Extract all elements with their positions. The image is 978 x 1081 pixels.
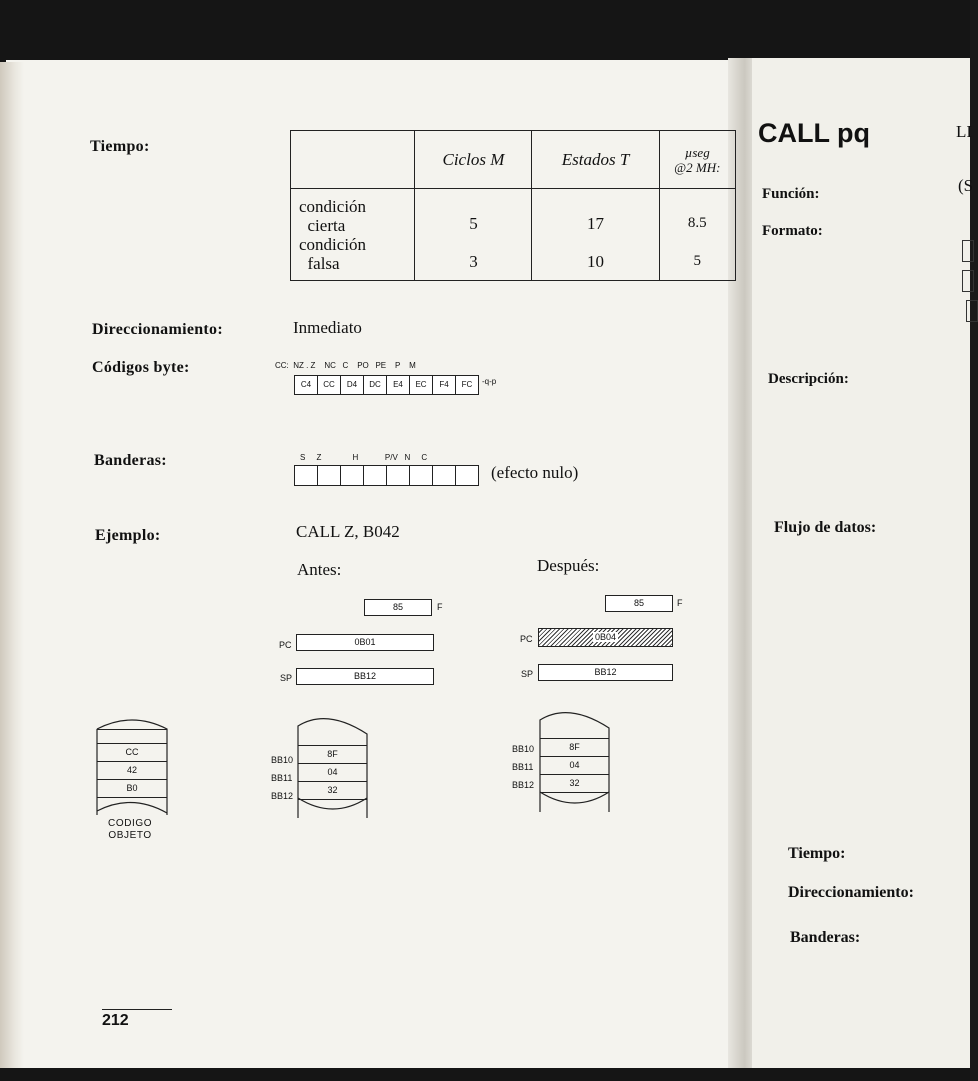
byte-code-cell: EC [409, 375, 433, 395]
table-header-useg: µseg @2 MH: [659, 131, 735, 189]
condition-true: condición cierta [299, 197, 367, 235]
right-page-box [962, 270, 974, 292]
background-top [0, 0, 970, 62]
stack-after-value: 32 [540, 775, 609, 793]
flag-register [295, 465, 479, 491]
page-number-rule [102, 1009, 172, 1010]
before-sp-value: BB12 [296, 668, 434, 685]
byte-code-cell: CC [317, 375, 341, 395]
right-page [752, 58, 973, 1072]
after-f-name: F [677, 598, 683, 608]
us-false: 5 [693, 253, 702, 269]
stack-after-addresses [512, 740, 534, 794]
byte-code-cell: DC [363, 375, 387, 395]
byte-code-cell: E4 [386, 375, 410, 395]
object-code-caption: CODIGO OBJETO [108, 818, 153, 841]
t-true: 17 [587, 214, 605, 233]
page-edge [0, 62, 24, 1070]
object-code-byte: 42 [97, 762, 167, 780]
label-tiempo: Tiempo: [90, 138, 150, 155]
stack-before-empty [298, 729, 367, 746]
right-label-formato: Formato: [762, 223, 823, 239]
after-label: Después: [537, 556, 600, 575]
right-page-corner-text: LI [956, 122, 973, 141]
byte-code-conditions: CC: NZ . Z NC C PO PE P M [275, 361, 416, 370]
object-code-byte: B0 [97, 780, 167, 798]
byte-code-row [295, 374, 479, 395]
stack-before [298, 729, 367, 800]
stack-before-addr: BB12 [271, 791, 294, 801]
stack-before-addr: BB11 [271, 773, 293, 783]
flag-cell [386, 465, 410, 486]
after-pc-box [538, 628, 673, 647]
stack-after-empty [540, 722, 609, 739]
flag-cell [432, 465, 456, 486]
after-f-value: 85 [605, 595, 673, 612]
flag-cell [409, 465, 433, 486]
object-code-empty [97, 730, 167, 744]
stack-after-value: 8F [540, 739, 609, 757]
right-label-descripcion: Descripción: [768, 371, 849, 387]
before-pc-name: PC [279, 640, 292, 650]
after-pc-value: 0B04 [594, 632, 617, 642]
m-false: 3 [469, 252, 478, 271]
object-code-byte: CC [97, 744, 167, 762]
right-label-flujo: Flujo de datos: [774, 519, 877, 536]
flag-cell [317, 465, 341, 486]
t-false: 10 [587, 252, 605, 271]
flag-letters: S Z H P/V N C [300, 453, 428, 462]
byte-code-cell: D4 [340, 375, 364, 395]
right-label-tiempo: Tiempo: [788, 845, 846, 862]
right-label-banderas: Banderas: [790, 929, 861, 946]
after-sp-value: BB12 [538, 664, 673, 681]
table-header-empty [291, 131, 415, 189]
addressing-value: Inmediato [293, 318, 362, 337]
before-pc-value: 0B01 [296, 634, 434, 651]
object-code-memory [97, 729, 167, 798]
stack-before-value: 04 [298, 764, 367, 782]
table-header-ciclos: Ciclos M [415, 131, 532, 189]
after-sp-name: SP [521, 669, 534, 679]
flags-note: (efecto nulo) [491, 463, 579, 482]
table-cell-m [415, 189, 532, 281]
stack-after-addr: BB12 [512, 780, 535, 790]
byte-code-cell: C4 [294, 375, 318, 395]
stack-after-addr: BB10 [512, 744, 535, 754]
table-cell-t [532, 189, 659, 281]
background-bottom [0, 1068, 970, 1081]
byte-code-suffix: -q-p [482, 377, 497, 386]
flag-cell [294, 465, 318, 486]
before-label: Antes: [297, 560, 342, 579]
timing-table [290, 130, 736, 281]
m-true: 5 [469, 214, 478, 233]
page-number: 212 [102, 1012, 129, 1029]
stack-after-value: 04 [540, 757, 609, 775]
right-label-funcion: Función: [762, 186, 820, 202]
byte-code-cell: F4 [432, 375, 456, 395]
right-page-title: CALL pq [758, 118, 870, 148]
example-instruction: CALL Z, B042 [296, 522, 400, 541]
stack-after [540, 722, 609, 793]
table-cell-conditions [291, 189, 415, 281]
right-label-direccionamiento: Direccionamiento: [788, 884, 914, 901]
label-direccionamiento: Direccionamiento: [92, 321, 223, 338]
stack-before-value: 32 [298, 782, 367, 800]
label-codigos-byte: Códigos byte: [92, 359, 190, 376]
condition-false: condición falsa [299, 235, 367, 273]
right-page-box [962, 240, 974, 262]
before-f-name: F [437, 602, 443, 612]
byte-code-cell: FC [455, 375, 479, 395]
table-cell-us [659, 189, 735, 281]
stack-before-addr: BB10 [271, 755, 294, 765]
label-ejemplo: Ejemplo: [95, 527, 161, 544]
us-true: 8.5 [687, 215, 707, 231]
table-header-estados: Estados T [532, 131, 659, 189]
stack-before-value: 8F [298, 746, 367, 764]
right-page-paren-text: (S [958, 176, 974, 195]
before-f-value: 85 [364, 599, 432, 616]
label-banderas: Banderas: [94, 452, 167, 469]
flag-cell [455, 465, 479, 486]
stack-after-addr: BB11 [512, 762, 534, 772]
flag-cell [340, 465, 364, 486]
right-page-box [966, 300, 978, 322]
after-pc-name: PC [520, 634, 533, 644]
stack-before-addresses [271, 751, 293, 805]
flag-cell [363, 465, 387, 486]
before-sp-name: SP [280, 673, 293, 683]
